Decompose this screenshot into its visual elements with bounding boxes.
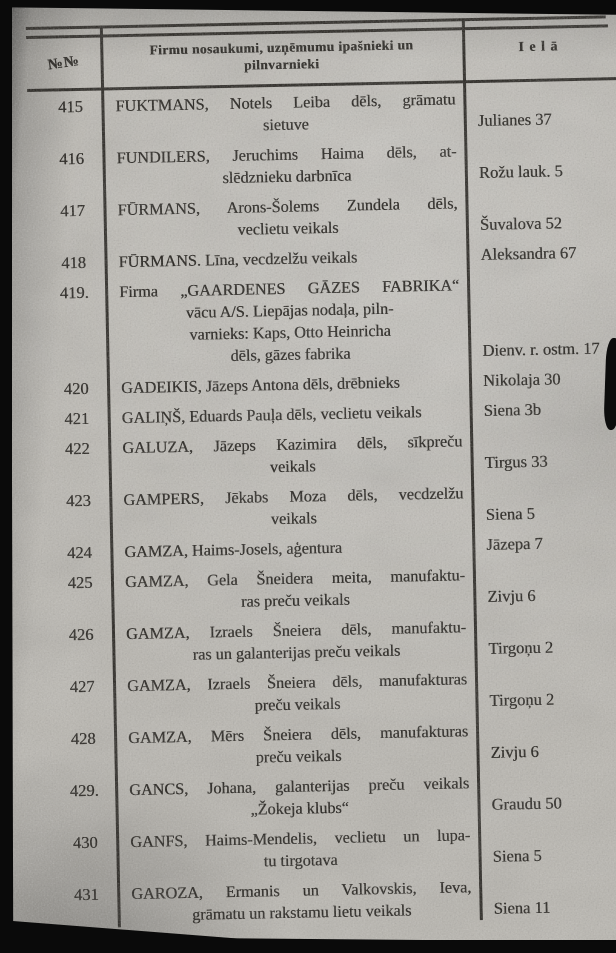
- row-number: 419.: [59, 282, 89, 303]
- firm-line: GAMZA, Izraels Šneiera dēls, manufaktu-: [125, 618, 467, 644]
- firm-line: GADEIKIS, Jāzeps Antona dēls, drēbnieks: [120, 373, 400, 398]
- row-number: 423: [65, 490, 91, 511]
- header-cell-numbers: [26, 40, 101, 87]
- firm-line: tu tirgotava: [263, 850, 338, 871]
- row-firm-description: [114, 720, 477, 771]
- firm-line: preču veikals: [255, 746, 342, 767]
- firm-line: sietuve: [262, 115, 309, 135]
- firm-line: „Žokeja klubs“: [250, 798, 349, 819]
- row-number: 425: [67, 572, 93, 593]
- firm-line: grāmatu un rakstamu lietu veikals: [191, 901, 412, 924]
- table-row: [33, 367, 616, 401]
- row-street-address: Tirgoņu 2: [489, 689, 555, 710]
- row-firm-description: [108, 430, 471, 481]
- table-body: [27, 85, 616, 937]
- table-row: [43, 873, 616, 929]
- table-row: [27, 85, 616, 141]
- header-cell-street: I e l ā: [518, 39, 559, 56]
- firm-line: GAROZA, Ermanis un Valkovskis, Ieva,: [131, 878, 472, 904]
- row-street-address: Tirgus 33: [484, 451, 548, 472]
- row-firm-description: [104, 244, 466, 273]
- row-street-address: Aleksandra 67: [480, 243, 577, 264]
- row-firm-description: [112, 616, 475, 667]
- firm-line: FŪRMANS, Arons-Šolems Zundela dēls,: [117, 194, 458, 220]
- firm-line: varnieks: Kaps, Otto Heinricha: [189, 321, 391, 344]
- table-row: [37, 561, 616, 617]
- firm-line: FUNDILERS, Jeruchims Haima dēls, at-: [116, 142, 457, 168]
- row-firm-description: [107, 370, 469, 399]
- row-street-address: Siena 5: [485, 503, 535, 524]
- row-number: 422: [64, 438, 90, 459]
- directory-table: [11, 0, 616, 940]
- row-number: 431: [73, 884, 99, 905]
- row-firm-description: [117, 876, 480, 927]
- firm-line: GANCS, Johana, galanterijas preču veikals: [128, 774, 470, 800]
- table-row: [29, 189, 616, 245]
- row-number: 416: [58, 148, 85, 169]
- header-cell-firms: Firmu nosaukumi, uzņēmumu ipašnieki un pilnvarnieki: [149, 37, 414, 73]
- firm-line: dēls, gāzes fabrika: [230, 344, 351, 365]
- table-row: [42, 821, 616, 877]
- row-number: 415: [57, 96, 84, 117]
- firm-line: GAMZA, Gela Šneidera meita, manufaktu-: [124, 566, 466, 592]
- table-row: [35, 479, 616, 535]
- firm-line: GALIŅŠ, Eduards Pauļa dēls, veclietu veikals: [121, 403, 422, 428]
- firm-line: GAMZA, Mērs Šneiera dēls, manufakturas: [127, 722, 469, 748]
- table-row: [38, 613, 616, 669]
- row-street-address: Graudu 50: [491, 793, 562, 814]
- row-street-address: Jāzepa 7: [486, 533, 543, 554]
- table-row: [31, 271, 616, 371]
- row-street-address: Šuvalova 52: [479, 213, 563, 234]
- row-number: 417: [59, 200, 86, 221]
- firm-line: GANFS, Haims-Mendelis, veclietu un lupa-: [130, 826, 471, 852]
- firm-line: GAMZA, Haims-Josels, aģentura: [124, 538, 343, 562]
- table-row: [40, 717, 616, 773]
- firm-line: veikals: [269, 457, 316, 477]
- row-street-address: Zivju 6: [490, 741, 539, 762]
- row-firm-description: [105, 274, 469, 369]
- firm-line: Firma „GAARDENES GĀZES FABRIKA“: [118, 276, 460, 302]
- row-street-address: Siena 11: [493, 897, 551, 918]
- row-firm-description: [109, 482, 472, 533]
- row-street-address: Tirgoņu 2: [488, 637, 554, 658]
- firm-line: veclietu veikals: [237, 218, 339, 239]
- row-firm-description: [111, 564, 474, 615]
- firm-line: FŪRMANS. Līna, vecdzelžu veikals: [118, 248, 358, 272]
- row-firm-description: [110, 534, 472, 563]
- row-street-address: Siena 3b: [483, 399, 542, 420]
- row-number: 427: [69, 676, 95, 697]
- table-row: [41, 769, 616, 825]
- row-number: 420: [63, 378, 89, 399]
- paper: [12, 5, 616, 940]
- row-number: 430: [72, 832, 98, 853]
- row-number: 424: [66, 542, 92, 563]
- row-number: 429.: [69, 780, 99, 801]
- row-street-address: Rožu lauk. 5: [478, 161, 563, 182]
- row-number: 421: [64, 408, 90, 429]
- firm-line: GAMZA, Izraels Šneiera dēls, manufakturas: [126, 670, 468, 696]
- row-street-address: Nikolaja 30: [482, 369, 561, 390]
- firm-line: GAMPERS, Jēkabs Moza dēls, vecdzelžu: [123, 484, 464, 510]
- firm-line: vācu A/S. Liepājas nodaļa, piln-: [185, 299, 394, 322]
- row-number: 426: [68, 624, 94, 645]
- header-numbers-label: №№: [46, 52, 81, 73]
- row-street-address: Dienv. r. ostm. 17: [482, 338, 600, 360]
- table-row: [34, 427, 616, 483]
- row-street-address: Zivju 6: [487, 585, 536, 606]
- row-firm-description: [101, 88, 464, 139]
- row-firm-description: [103, 192, 466, 243]
- table-row: [28, 137, 616, 193]
- row-firm-description: [115, 772, 478, 823]
- table-row: [39, 665, 616, 721]
- row-firm-description: [102, 140, 465, 191]
- firm-line: ras preču veikals: [240, 590, 350, 611]
- row-number: 418: [61, 252, 87, 273]
- row-number: 428: [70, 728, 96, 749]
- row-firm-description: [113, 668, 476, 719]
- firm-line: ras un galanterijas preču veikals: [192, 641, 401, 664]
- row-street-address: Julianes 37: [477, 109, 552, 130]
- table-row: [36, 531, 616, 565]
- table-row: [30, 241, 616, 275]
- table-row: [34, 397, 616, 431]
- row-firm-description: [116, 824, 479, 875]
- firm-line: slēdznieku darbnīca: [222, 166, 352, 188]
- row-firm-description: [107, 400, 469, 429]
- firm-line: preču veikals: [254, 694, 341, 715]
- firm-line: FUKTMANS, Notels Leiba dēls, grāmatu: [115, 90, 456, 116]
- row-street-address: Siena 5: [492, 845, 542, 866]
- firm-line: veikals: [270, 509, 317, 529]
- firm-line: GALUZA, Jāzeps Kazimira dēls, sīkpreču: [122, 432, 463, 458]
